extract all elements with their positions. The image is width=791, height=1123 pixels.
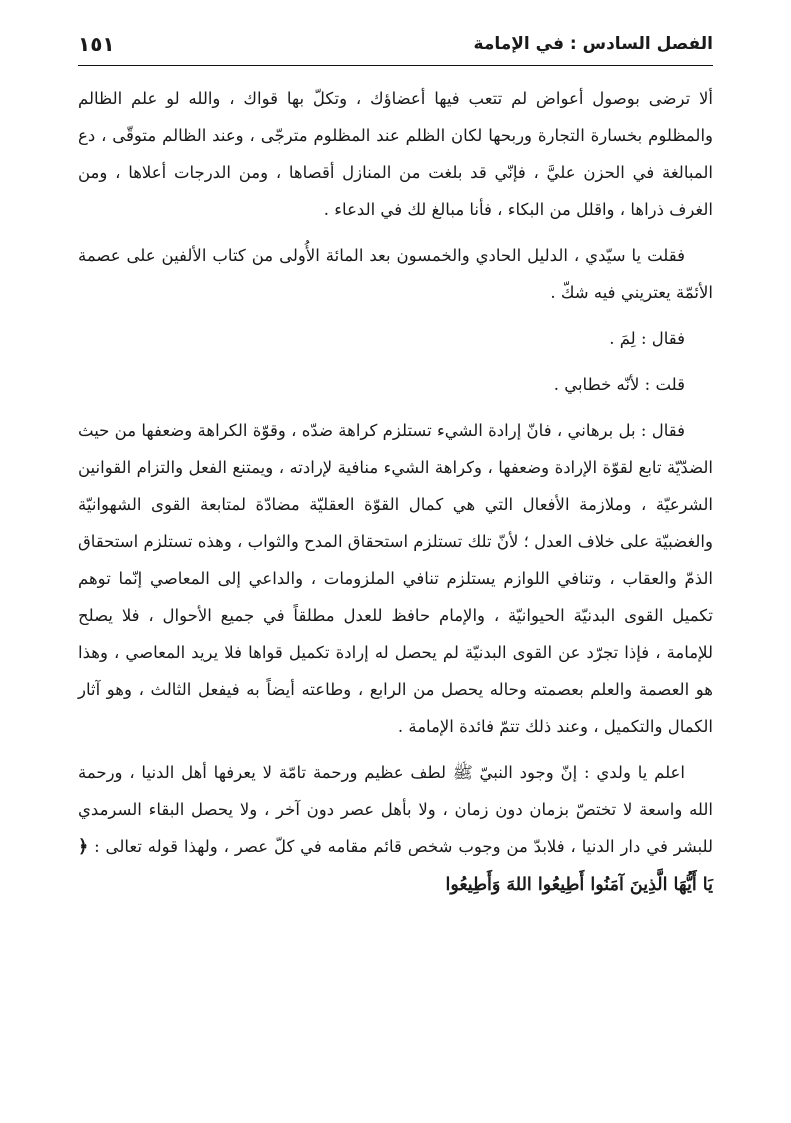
body-text <box>78 80 713 913</box>
paragraph-5: فقال : بل برهاني ، فانّ إرادة الشيء تستلزم كراهة ضدّه ، وقوّة الكراهة وضعفها من حيث الضدّيّة تابع لقوّة الإرادة وضعفها ، وكراهة الشيء منافية لإرادته ، ويمتنع الفعل والتزام القوانين الشرعيّة ، وملازمة الأفعال التي هي كمال القوّة العقليّة مضادّة لمتابعة القوى الشهوانيّة والغضبيّة على خلاف العدل ؛ لأنّ تلك تستلزم استحقاق المدح والثواب ، وهذه تستلزم استحقاق الذمّ والعقاب ، وتنافي اللوازم يستلزم تنافي الملزومات ، والداعي إلى المعاصي إنّما توهم تكميل القوى البدنيّة الحيوانيّة ، والإمام حافظ للعدل مطلقاً في جميع الأحوال ، فلا يصلح للإمامة ، فإذا تجرّد عن القوى البدنيّة لم يحصل له إرادة تكميل قواها فلا يريد المعاصي ، وهذا هو العصمة والعلم بعصمته وحاله يحصل من الرابع ، وطاعته أيضاً به فيفعل الثالث ، وهو آثار الكمال والتكميل ، وعند ذلك تتمّ فائدة الإمامة . <box>78 421 713 736</box>
paragraph-6-text: اعلم يا ولدي : إنّ وجود النبيّ ﷺ لطف عظيم ورحمة تامّة لا يعرفها أهل الدنيا ، ورحمة الله واسعة لا تختصّ بزمان دون زمان ، ولا بأهل عصر دون آخر ، ولا يحصل البقاء السرمدي للبشر في دار الدنيا ، فلابدّ من وجوب شخص قائم مقامه في كلّ عصر ، ولهذا قوله تعالى : <box>78 763 714 856</box>
paragraph-6 <box>78 754 713 904</box>
quran-verse: ﴿ يَا أَيُّهَا الَّذِينَ آمَنُوا أَطِيعُوا اللهَ وَأَطِيعُوا <box>78 837 713 895</box>
paragraph-3: فقال : لِمَ . <box>609 329 685 348</box>
page-header <box>78 30 713 64</box>
page-number: ١٥١ <box>78 32 115 56</box>
paragraph-1: ألا ترضى بوصول أعواض لم تتعب فيها أعضاؤك ، وتكلّ بها قواك ، والله لو علم الظالم والمظلوم بخسارة التجارة وربحها لكان الظلم عند المظلوم مترجّى ، وعند الظالم متوقّى ، دع المبالغة في الحزن عليَّ ، فإنّي قد بلغت من المنازل أقصاها ، ومن الدرجات أعلاها ، ومن الغرف ذراها ، واقلل من البكاء ، فأنا مبالغ لك في الدعاء . <box>78 89 713 219</box>
header-divider <box>78 65 713 66</box>
paragraph-2: فقلت يا سيّدي ، الدليل الحادي والخمسون بعد المائة الأُولى من كتاب الألفين على عصمة الأئمّة يعتريني فيه شكّ . <box>78 246 713 302</box>
chapter-title: الفصل السادس : في الإمامة <box>473 34 713 54</box>
paragraph-4: قلت : لأنّه خطابي . <box>553 375 685 394</box>
